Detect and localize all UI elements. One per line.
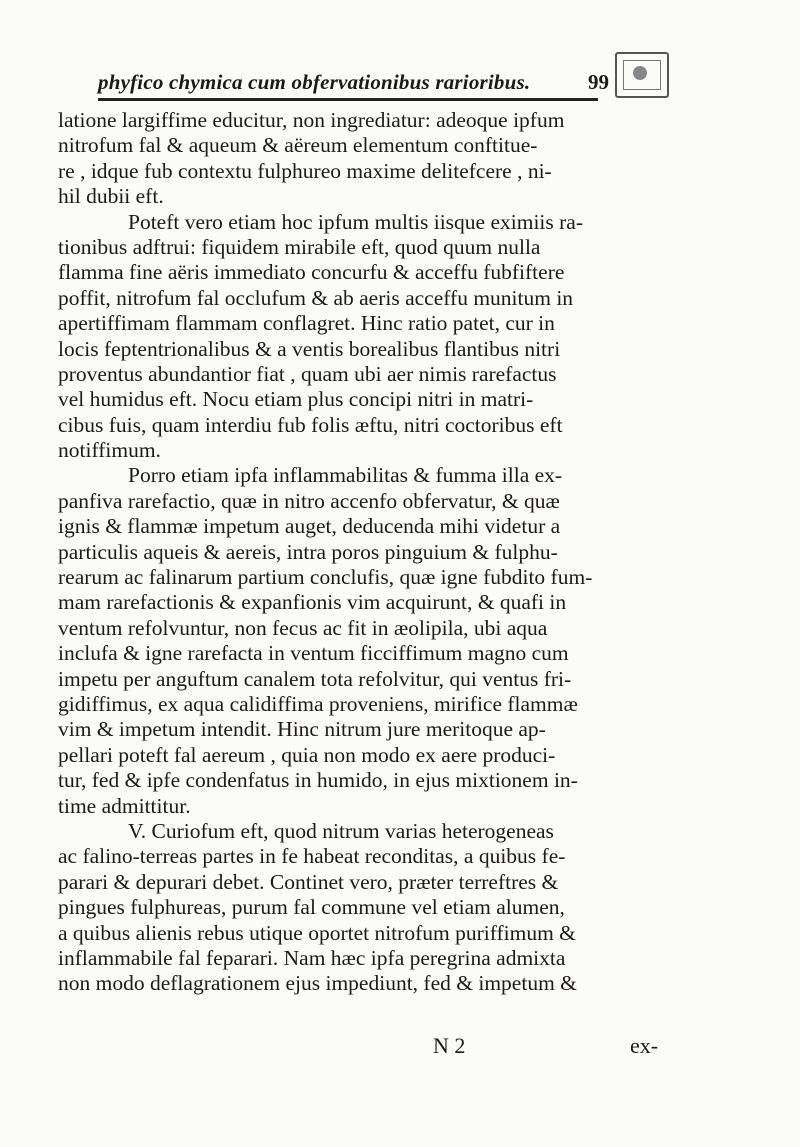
text-line: time admittitur.: [58, 793, 191, 818]
text-line: flamma fine aëris immediato concurfu & acceffu fubfiftere: [58, 260, 565, 285]
signature-mark: N 2: [433, 1033, 466, 1058]
text-line: rearum ac falinarum partium conclufis, quæ igne fubdito fum-: [58, 565, 593, 590]
paragraph-start: Porro etiam ipfa inflammabilitas & fumma illa ex-: [128, 463, 563, 488]
page-number: 99: [588, 70, 609, 94]
catchword: ex-: [630, 1033, 659, 1058]
text-line: proventus abundantior fiat , quam ubi aer nimis rarefactus: [58, 361, 557, 386]
text-line: particulis aqueis & aereis, intra poros pinguium & fulphu-: [58, 539, 558, 564]
paragraph-start: Poteft vero etiam hoc ipfum multis iisque eximiis ra-: [128, 209, 583, 234]
text-line: vim & impetum intendit. Hinc nitrum jure meritoque ap-: [58, 717, 546, 742]
text-line: parari & depurari debet. Continet vero, præter terreftres &: [58, 869, 559, 894]
page-header: [98, 64, 698, 104]
text-line: a quibus alienis rebus utique oportet nitrofum puriffimum &: [58, 920, 576, 945]
text-line: apertiffimam flammam conflagret. Hinc ratio patet, cur in: [58, 311, 555, 336]
header-rule: [98, 98, 598, 101]
text-line: ac falino-terreas partes in fe habeat reconditas, a quibus fe-: [58, 844, 566, 869]
text-line: pingues fulphureas, purum fal commune vel etiam alumen,: [58, 895, 565, 920]
text-line: tur, fed & ipfe condenfatus in humido, in ejus mixtionem in-: [58, 768, 578, 793]
library-stamp-icon: [615, 52, 669, 98]
text-line: panfiva rarefactio, quæ in nitro accenfo obfervatur, & quæ: [58, 488, 560, 513]
text-line: ventum refolvuntur, non fecus ac fit in æolipila, ubi aqua: [58, 615, 548, 640]
text-line: inclufa & igne rarefacta in ventum ficciffimum magno cum: [58, 641, 569, 666]
text-line: gidiffimus, ex aqua calidiffima proveniens, mirifice flammæ: [58, 691, 578, 716]
text-line: notiffimum.: [58, 438, 161, 463]
text-line: locis feptentrionalibus & a ventis borealibus flantibus nitri: [58, 336, 561, 361]
text-line: pellari poteft fal aereum , quia non modo ex aere produci-: [58, 742, 556, 767]
text-line: tionibus adftrui: fiquidem mirabile eft, quod quum nulla: [58, 234, 541, 259]
stamp-emblem-icon: [633, 66, 647, 80]
text-line: re , idque fub contextu fulphureo maxime delitefcere , ni-: [58, 158, 552, 183]
text-line: inflammabile fal feparari. Nam hæc ipfa peregrina admixta: [58, 945, 566, 970]
text-line: poffit, nitrofum fal occlufum & ab aeris acceffu munitum in: [58, 285, 574, 310]
text-line: non modo deflagrationem ejus impediunt, fed & impetum &: [58, 971, 577, 996]
text-line: hil dubii eft.: [58, 184, 164, 209]
text-line: ignis & flammæ impetum auget, deducenda mihi videtur a: [58, 514, 561, 539]
text-line: nitrofum fal & aqueum & aëreum elementum conftitue-: [58, 133, 538, 158]
paragraph-start: V. Curiofum eft, quod nitrum varias heterogeneas: [128, 818, 554, 843]
text-line: mam rarefactionis & expanfionis vim acquirunt, & quafi in: [58, 590, 567, 615]
body-text: [58, 108, 728, 997]
text-line: latione largiffime educitur, non ingrediatur: adeoque ipfum: [58, 108, 565, 132]
text-line: impetu per anguftum canalem tota refolvitur, qui ventus fri-: [58, 666, 572, 691]
running-title: phyfico chymica cum obfervationibus rarioribus.: [98, 70, 531, 94]
text-line: vel humidus eft. Nocu etiam plus concipi nitri in matri-: [58, 387, 534, 412]
text-line: cibus fuis, quam interdiu fub folis æftu, nitri coctoribus eft: [58, 412, 563, 437]
page-footer: [0, 1033, 800, 1063]
